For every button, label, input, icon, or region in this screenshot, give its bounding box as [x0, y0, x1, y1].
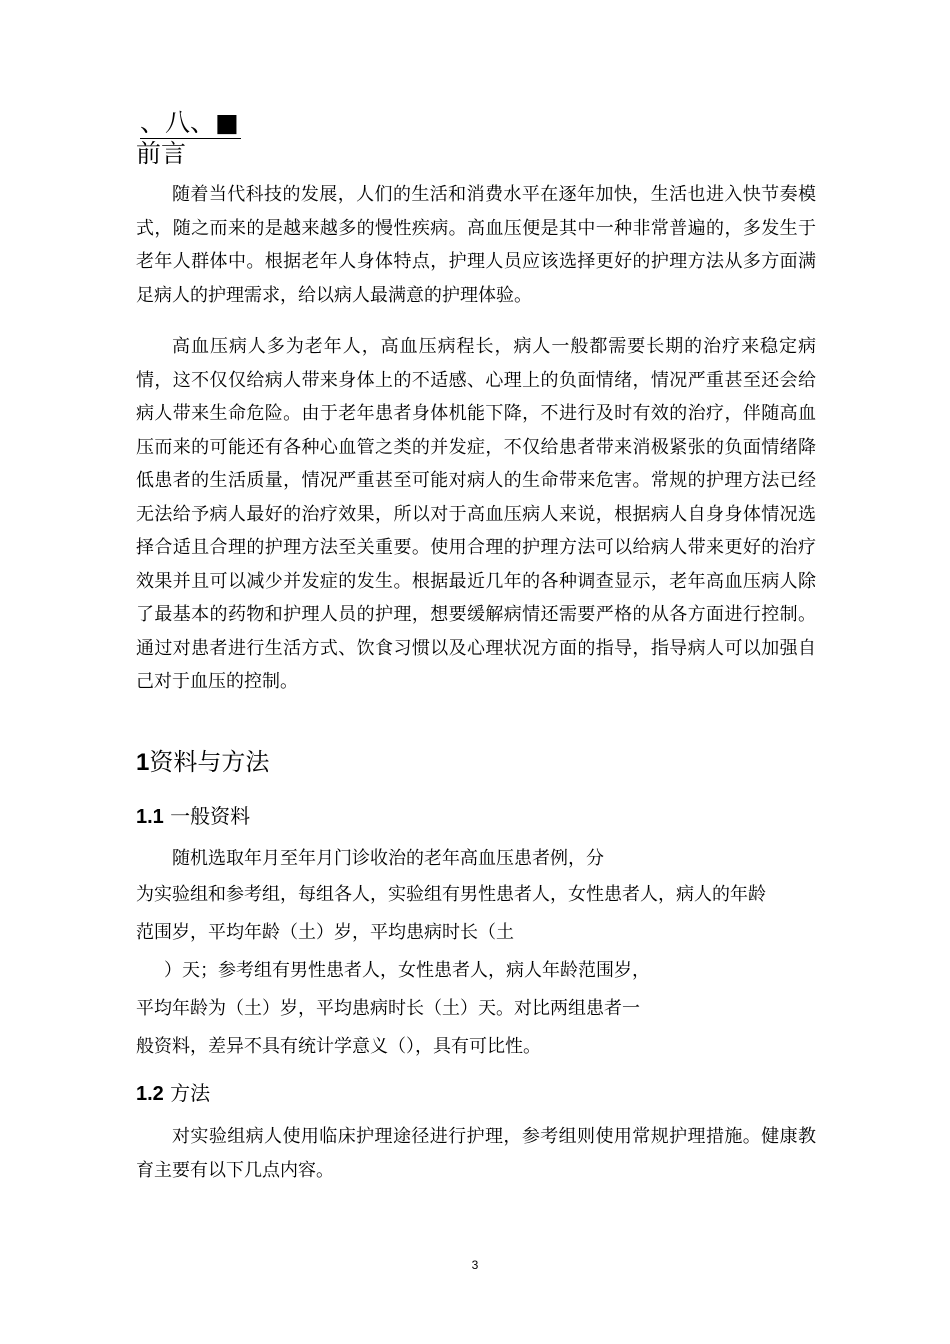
section-heading-1	[136, 745, 269, 780]
section-heading-1-1	[136, 801, 250, 832]
method-paragraph: 对实验组病人使用临床护理途径进行护理，参考组则使用常规护理措施。健康教育主要有以下几点内容。	[136, 1126, 816, 1181]
section-title: 资料与方法	[149, 748, 270, 776]
general-info-line: 为实验组和参考组，每组各人，实验组有男性患者人，女性患者人，病人的年龄	[136, 884, 766, 905]
section-number: 1.2	[136, 1083, 164, 1105]
section-title: 方法	[170, 1081, 211, 1105]
section-number: 1.1	[136, 806, 164, 828]
general-info-line: ）天；参考组有男性患者人，女性患者人，病人年龄范围岁，	[164, 960, 650, 981]
preface-title: 前言	[136, 139, 187, 168]
general-info-line: 平均年龄为（土）岁，平均患病时长（土）天。对比两组患者一	[136, 998, 640, 1019]
section-heading-1-2	[136, 1078, 210, 1109]
general-info-line: 随机选取年月至年月门诊收治的老年高血压患者例，分	[172, 848, 604, 869]
section-number: 1	[136, 749, 150, 776]
header-mark: 、八、■	[140, 108, 239, 137]
general-info-line: 般资料，差异不具有统计学意义（），具有可比性。	[136, 1036, 541, 1057]
preface-paragraph-2: 高血压病人多为老年人，高血压病程长，病人一般都需要长期的治疗来稳定病情，这不仅仅给病人带来身体上的不适感、心理上的负面情绪，情况严重甚至还会给病人带来生命危险。由于老年患者身体机能下降，不进行及时有效的治疗，伴随高血压而来的可能还有各种心血管之类的并发症，不仅给患者带来消极紧张的负面情绪降低患者的生活质量，情况严重甚至可能对病人的生命带来危害。常规的护理方法已经无法给予病人最好的治疗效果，所以对于高血压病人来说，根据病人自身身体情况选择合适且合理的护理方法至关重要。使用合理的护理方法可以给病人带来更好的治疗效果并且可以减少并发症的发生。根据最近几年的各种调查显示，老年高血压病人除了最基本的药物和护理人员的护理，想要缓解病情还需要严格的从各方面进行控制。通过对患者进行生活方式、饮食习惯以及心理状况方面的指导，指导病人可以加强自己对于血压的控制。	[136, 336, 816, 692]
section-title: 一般资料	[170, 804, 251, 828]
page-number: 3	[471, 1258, 479, 1272]
general-info-line: 范围岁，平均年龄（土）岁，平均患病时长（土	[136, 922, 514, 943]
preface-paragraph-1: 随着当代科技的发展，人们的生活和消费水平在逐年加快，生活也进入快节奏模式，随之而来的是越来越多的慢性疾病。高血压便是其中一种非常普遍的，多发生于老年人群体中。根据老年人身体特点，护理人员应该选择更好的护理方法从多方面满足病人的护理需求，给以病人最满意的护理体验。	[136, 184, 816, 306]
